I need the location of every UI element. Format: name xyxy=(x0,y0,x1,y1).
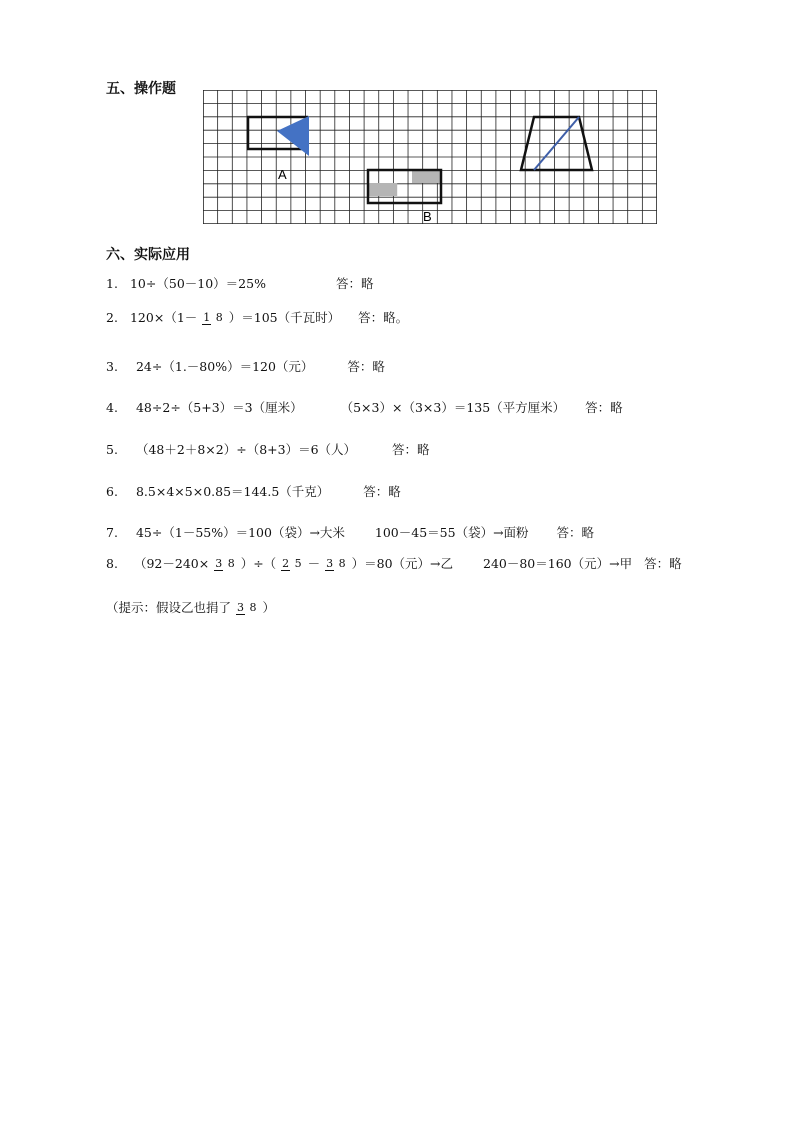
hint-pre: （提示：假设乙也捐了 xyxy=(106,600,232,615)
answer-line-2 xyxy=(106,312,408,325)
minus-sign: － xyxy=(307,556,321,571)
hint-line xyxy=(106,602,275,615)
answer: 答：略 xyxy=(556,525,595,540)
expression: 8.5×4×5×0.85＝144.5（千克） xyxy=(135,484,330,499)
answer: 答：略。 xyxy=(358,310,409,325)
answer: 答：略 xyxy=(392,442,430,457)
expression-post: ）＝105（千瓦时） xyxy=(228,310,341,325)
denominator: 8 xyxy=(338,557,346,571)
numerator: 1 xyxy=(203,311,211,325)
item-number: 5. xyxy=(106,442,118,457)
expression-2: 240－80＝160（元）→甲 xyxy=(483,556,633,571)
item-number: 1. xyxy=(106,276,118,291)
answer-line-1 xyxy=(106,278,373,291)
item-number: 4. xyxy=(106,400,118,415)
section-5-title: 五、操作题 xyxy=(106,81,176,97)
shaded-cell-2 xyxy=(412,170,441,183)
expression-pre: （92－240× xyxy=(133,556,210,571)
fraction-1 xyxy=(214,558,236,571)
hint-post: ） xyxy=(262,600,275,615)
numerator: 3 xyxy=(326,557,334,571)
fraction xyxy=(202,312,224,325)
expression: 10÷（50－10）＝25% xyxy=(129,276,266,291)
item-number: 6. xyxy=(106,484,118,499)
answer: 答：略 xyxy=(363,484,401,499)
expression-1: 48÷2÷（5+3）＝3（厘米） xyxy=(135,400,303,415)
answer: 答：略 xyxy=(335,276,374,291)
numerator: 3 xyxy=(237,601,244,615)
expression-mid-2: ）＝80（元）→乙 xyxy=(351,556,454,571)
denominator: 8 xyxy=(249,601,257,615)
answer: 答：略 xyxy=(347,359,385,374)
answer-line-6 xyxy=(106,486,401,499)
answer-line-7 xyxy=(106,527,594,540)
answer: 答：略 xyxy=(585,400,623,415)
answer-line-8 xyxy=(106,558,682,571)
expression: 24÷（1.－80%）＝120（元） xyxy=(135,359,314,374)
hint-fraction xyxy=(236,602,258,615)
expression-2: （5×3）×（3×3）＝135（平方厘米） xyxy=(340,400,566,415)
denominator: 8 xyxy=(227,557,235,571)
item-number: 3. xyxy=(106,359,118,374)
expression-2: 100－45＝55（袋）→面粉 xyxy=(374,525,529,540)
grid-figure xyxy=(203,90,657,224)
item-number: 2. xyxy=(106,310,118,325)
item-number: 8. xyxy=(106,556,118,571)
section-6-title: 六、实际应用 xyxy=(106,247,190,263)
expression-mid-1: ）÷（ xyxy=(240,556,277,571)
answer-line-5 xyxy=(106,444,430,457)
numerator: 3 xyxy=(215,557,223,571)
fraction-2 xyxy=(281,558,303,571)
expression-1: 45÷（1－55%）＝100（袋）→大米 xyxy=(135,525,345,540)
denominator: 5 xyxy=(294,557,302,571)
answer: 答：略 xyxy=(644,556,682,571)
expression-pre: 120×（1－ xyxy=(129,310,198,325)
shaded-cell-1 xyxy=(368,183,397,196)
label-a: A xyxy=(278,167,287,182)
answer-line-3 xyxy=(106,361,385,374)
expression: （48＋2＋8×2）÷（8+3）＝6（人） xyxy=(135,442,357,457)
numerator: 2 xyxy=(282,557,290,571)
answer-line-4 xyxy=(106,402,623,415)
label-b: B xyxy=(423,209,432,224)
item-number: 7. xyxy=(106,525,118,540)
fraction-3 xyxy=(325,558,347,571)
denominator: 8 xyxy=(215,311,223,325)
